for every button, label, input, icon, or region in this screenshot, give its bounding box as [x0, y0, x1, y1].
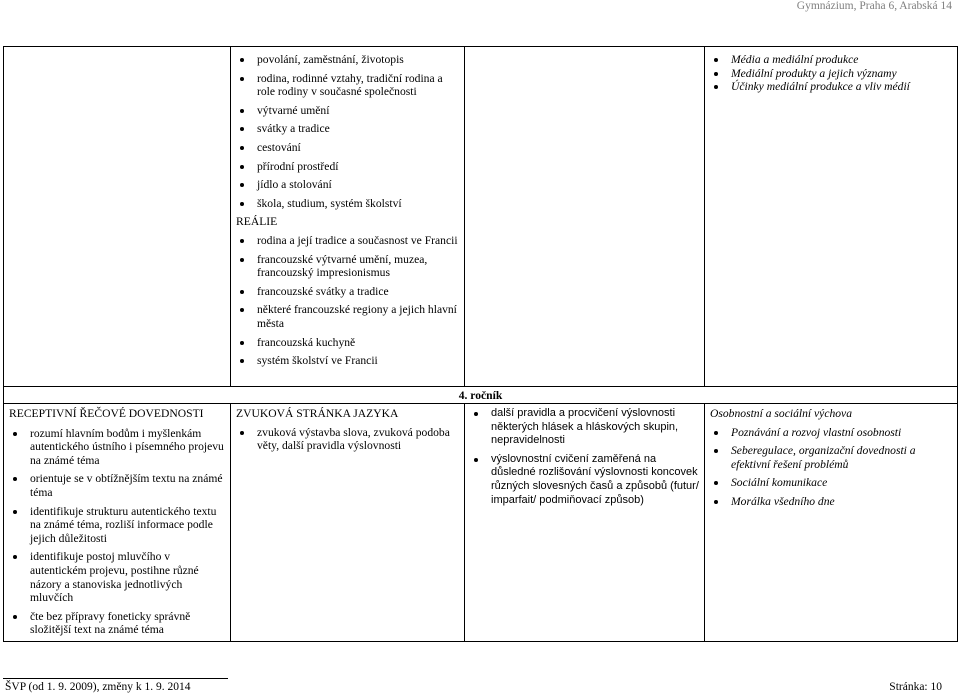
list-item: Sociální komunikace — [710, 476, 953, 490]
cross-topics-cell-2 — [705, 404, 958, 642]
list-item: rodina a její tradice a současnost ve Francii — [236, 234, 460, 248]
details-cell-empty — [465, 47, 705, 387]
list-item: Seberegulace, organizační dovednosti a efektivní řešení problémů — [710, 444, 953, 471]
list-item: identifikuje postoj mluvčího v autentickém projevu, postihne různé názory a stanoviska jednotlivých mluvčích — [9, 550, 226, 604]
list-item: další pravidla a procvičení výslovnosti některých hlásek a hláskových skupin, nepravidelnosti — [470, 407, 700, 448]
media-list — [710, 53, 953, 94]
topics-cell — [231, 47, 465, 387]
list-item: francouzské výtvarné umění, muzea, francouzský impresionismus — [236, 253, 460, 280]
list-item: Média a mediální produkce — [710, 53, 953, 67]
year-cell — [4, 387, 958, 404]
list-item: jídlo a stolování — [236, 178, 460, 192]
table-row-topics — [4, 47, 958, 387]
list-item: Mediální produkty a jejich významy — [710, 67, 953, 81]
list-item: francouzské svátky a tradice — [236, 285, 460, 299]
realie-list — [236, 234, 460, 368]
footer-divider — [3, 678, 228, 679]
list-item: orientuje se v obtížnějším textu na známé téma — [9, 472, 226, 499]
phonetics-list — [236, 426, 460, 453]
list-item: některé francouzské regiony a jejich hlavní města — [236, 303, 460, 330]
outcomes-list — [9, 427, 226, 637]
topics-cell-2 — [231, 404, 465, 642]
list-item: výtvarné umění — [236, 104, 460, 118]
details-list — [470, 407, 700, 507]
year-row — [4, 387, 958, 404]
outcomes-cell — [4, 404, 231, 642]
list-item: zvuková výstavba slova, zvuková podoba věty, další pravidla výslovnosti — [236, 426, 460, 453]
topics-list — [236, 53, 460, 210]
realie-title: REÁLIE — [236, 215, 278, 229]
cross-topics-cell — [705, 47, 958, 387]
list-item: cestování — [236, 141, 460, 155]
details-cell — [465, 404, 705, 642]
list-item: rodina, rodinné vztahy, tradiční rodina a role rodiny v současné společnosti — [236, 72, 460, 99]
receptive-title: RECEPTIVNÍ ŘEČOVÉ DOVEDNOSTI — [9, 407, 204, 420]
list-item: rozumí hlavním bodům i myšlenkám autentického ústního i písemného projevu na známé téma — [9, 427, 226, 468]
outcomes-cell-empty — [4, 47, 231, 387]
list-item: systém školství ve Francii — [236, 354, 460, 368]
personal-social-title: Osobnostní a sociální výchova — [710, 407, 853, 420]
list-item: čte bez přípravy foneticky správně složitější text na známé téma — [9, 610, 226, 637]
list-item: přírodní prostředí — [236, 160, 460, 174]
table-row-skills — [4, 404, 958, 642]
list-item: povolání, zaměstnání, životopis — [236, 53, 460, 67]
page-number: Stránka: 10 — [889, 681, 942, 693]
list-item: Morálka všedního dne — [710, 495, 953, 509]
curriculum-table — [3, 46, 958, 642]
school-header: Gymnázium, Praha 6, Arabská 14 — [796, 0, 952, 12]
list-item: svátky a tradice — [236, 122, 460, 136]
list-item: identifikuje strukturu autentického textu na známé téma, rozliší informace podle jejich důležitosti — [9, 505, 226, 546]
footer-version: ŠVP (od 1. 9. 2009), změny k 1. 9. 2014 — [5, 681, 191, 693]
personal-social-list — [710, 426, 953, 509]
year-label: 4. ročník — [458, 389, 503, 403]
list-item: Účinky mediální produkce a vliv médií — [710, 80, 953, 94]
phonetics-title: ZVUKOVÁ STRÁNKA JAZYKA — [236, 407, 399, 420]
list-item: francouzská kuchyně — [236, 336, 460, 350]
list-item: Poznávání a rozvoj vlastní osobnosti — [710, 426, 953, 440]
list-item: škola, studium, systém školství — [236, 197, 460, 211]
list-item: výslovnostní cvičení zaměřená na důsledné rozlišování výslovnosti koncovek různých slovesných časů a způsobů (futur/ imparfait/ podmiňovací způsob) — [470, 453, 700, 507]
